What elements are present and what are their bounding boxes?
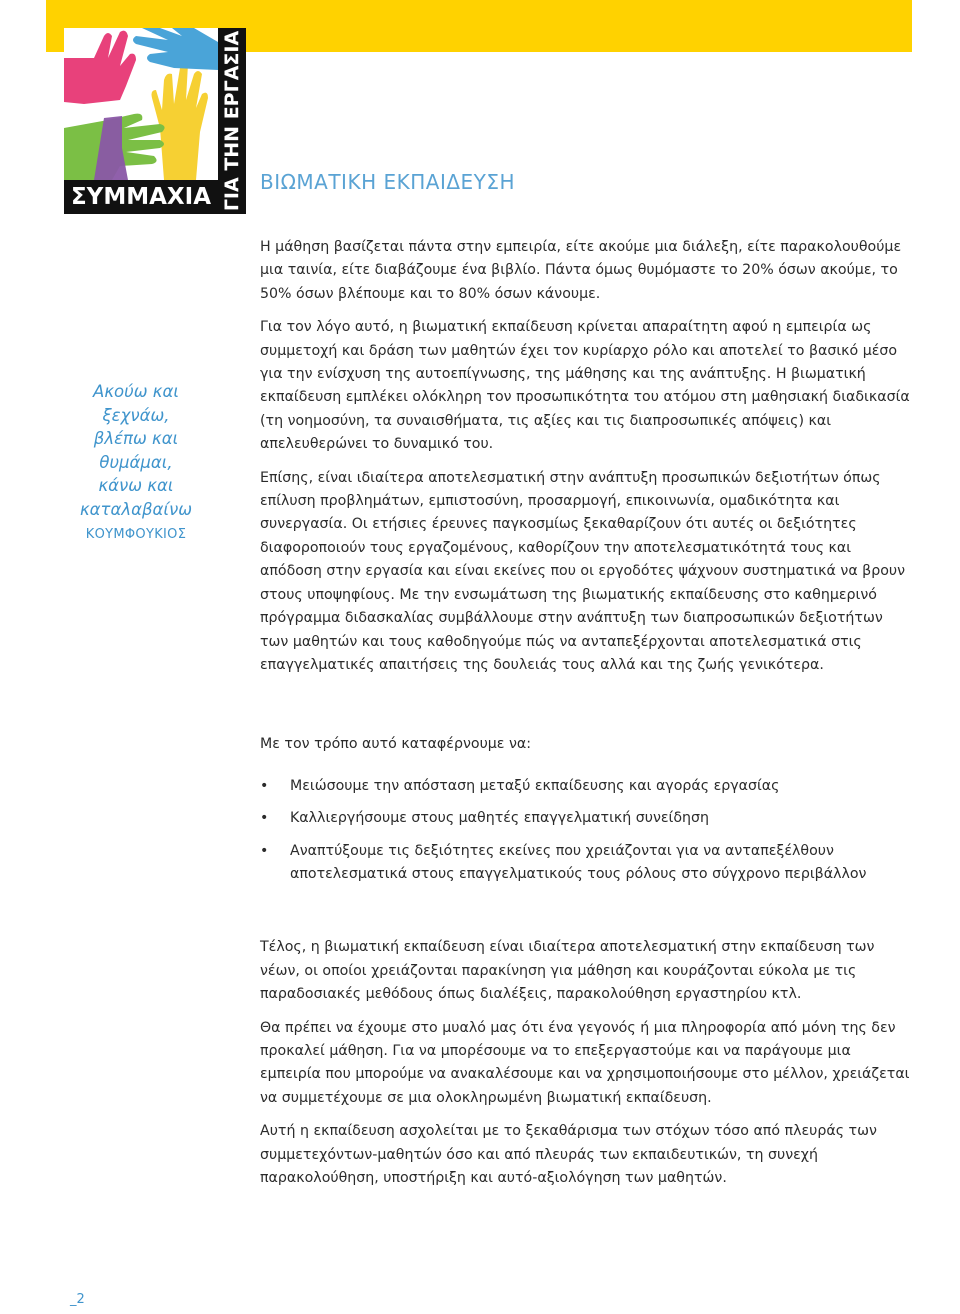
symmaxia-logo — [64, 28, 246, 214]
quote-line: βλέπω και — [93, 429, 179, 448]
list-item: • Καλλιεργήσουμε στους μαθητές επαγγελματική συνείδηση — [260, 807, 910, 830]
page-number: _2 — [70, 1292, 85, 1307]
quote-line: θυμάμαι, — [99, 452, 173, 472]
list-item: • Μειώσουμε την απόσταση μεταξύ εκπαίδευσης και αγοράς εργασίας — [260, 775, 910, 798]
paragraph-intro: Η μάθηση βασίζεται πάντα στην εμπειρία, είτε ακούμε μια διάλεξη, είτε παρακολουθούμε μια ταινία, είτε διαβάζουμε ένα βιβλίο. Πάντα όμως θυμόμαστε το 20% όσων ακούμε, το 50% όσων βλέπουμε και το 80% όσων κάνουμε. — [260, 239, 902, 302]
list-intro: Με τον τρόπο αυτό καταφέρνουμε να: — [260, 736, 532, 753]
quote-text — [66, 380, 206, 521]
paragraph-4: Τέλος, η βιωματική εκπαίδευση είναι ιδιαίτερα αποτελεσματική στην εκπαίδευση των νέων, οι οποίοι χρειάζονται παρακίνηση για μάθηση και κουράζονται εύκολα με τις παραδοσιακές μεθόδους όπως διαλέξεις, παρακολούθηση εργαστηρίου κτλ. — [260, 939, 875, 1003]
quote-line: ξεχνάω, — [102, 405, 170, 425]
paragraph-6: Αυτή η εκπαίδευση ασχολείται με το ξεκαθάρισμα των στόχων τόσο από πλευράς των συμμετεχόντων-μαθητών όσο και από πλευράς των εκπαιδευτικών, τη συνεχή παρακολούθηση, υποστήριξη και αυτό-αξιολόγηση των μαθητών. — [260, 1123, 877, 1186]
paragraph-2: Για τον λόγο αυτό, η βιωματική εκπαίδευση κρίνεται απαραίτητη αφού η εμπειρία ως συμμετοχή και δράση των μαθητών έχει τον κυρίαρχο ρόλο και αποτελεί το βασικό μέσο για την ενίσχυση της αυτοεπίγνωσης, της μάθησης και της ανάπτυξης. Η βιωματική εκπαίδευση εμπλέκει ολόκληρη τον προσωπικότητα του ατόμου στη μαθησιακή διαδικασία (τη νοημοσύνη, τα συναισθήματα, τις αξίες και τις διαπροσωπικές απόψεις) και απελευθερώνει το δυναμικό του. — [260, 319, 910, 453]
quote-line: Ακούω και — [93, 382, 179, 401]
paragraph-5: Θα πρέπει να έχουμε στο μυαλό μας ότι ένα γεγονός ή μια πληροφορία από μόνη της δεν προκαλεί μάθηση. Για να μπορέσουμε να το επεξεργαστούμε και να παράγουμε μια εμπειρία που μπορούμε να ανακαλέσουμε και να χρησιμοποιήσουμε στο μέλλον, χρειάζεται να συμμετέχουμε σε μια ολοκληρωμένη βιωματική εκπαίδευση. — [260, 1019, 910, 1106]
bullet-list — [260, 775, 910, 887]
hands-icon — [64, 28, 218, 180]
logo-vertical-text: ΓΙΑ ΤΗΝ ΕΡΓΑΣΙΑ — [221, 30, 243, 212]
page-title: ΒΙΩΜΑΤΙΚΗ ΕΚΠΑΙΔΕΥΣΗ — [260, 170, 516, 194]
main-content — [260, 236, 910, 1190]
list-item: • Αναπτύξουμε τις δεξιότητες εκείνες που χρειάζονται για να ανταπεξέλθουν αποτελεσματικά στους επαγγελματικούς τους ρόλους στο σύγχρονο περιβάλλον — [260, 840, 910, 887]
quote-author: ΚΟΥΜΦΟΥΚΙΟΣ — [85, 527, 187, 542]
quote-line: καταλαβαίνω — [79, 499, 193, 519]
logo-vertical-band — [218, 28, 246, 214]
paragraph-3: Επίσης, είναι ιδιαίτερα αποτελεσματική στην ανάπτυξη προσωπικών δεξιοτήτων όπως επίλυση προβλημάτων, εμπιστοσύνη, προσαρμογή, επικοινωνία, ομαδικότητα και συνεργασία. Οι ετήσιες έρευνες παγκοσμίως ξεκαθαρίζουν ότι αυτές οι δεξιότητες διαφοροποιούν τους εργαζομένους, καθορίζουν την αποτελεσματικότητά τους και απόδοση στην εργασία και είναι εκείνες που οι εργοδότες ψάχνουν συστηματικά να βρουν στους υποψηφίους. Με την ενσωμάτωση της βιωματικής εκπαίδευσης στο καθημερινό πρόγραμμα διδασκαλίας συμβάλλουμε στην ανάπτυξη των διαπροσωπικών δεξιοτήτων των μαθητών και τους καθοδηγούμε πώς να ανταπεξέρχονται αποτελεσματικά στις επαγγελματικές απαιτήσεις της δουλειάς τους αλλά και της ζωής γενικότερα. — [260, 469, 906, 673]
sidebar-quote — [66, 380, 206, 542]
quote-line: κάνω και — [98, 476, 174, 495]
logo-wordmark: ΣΥΜΜΑΧΙΑ — [64, 180, 218, 214]
